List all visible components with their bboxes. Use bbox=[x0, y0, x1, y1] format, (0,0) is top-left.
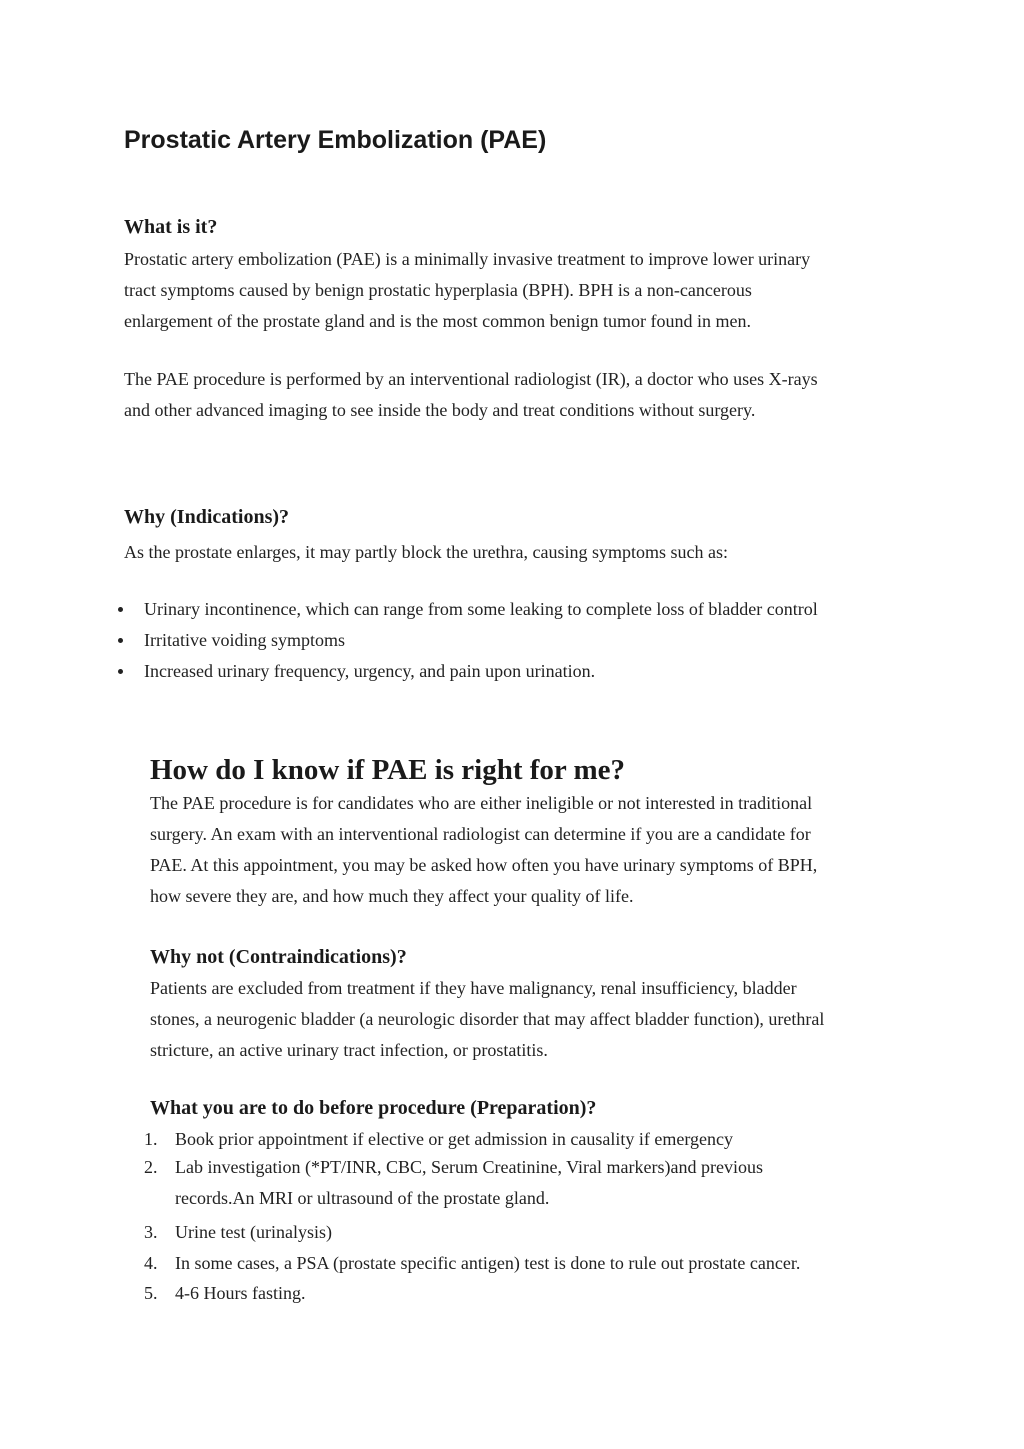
list-item-text: Increased urinary frequency, urgency, and pain upon urination. bbox=[144, 661, 596, 681]
text-line: enlargement of the prostate gland and is the most common benign tumor found in men. bbox=[124, 311, 752, 331]
page-title: Prostatic Artery Embolization (PAE) bbox=[124, 126, 547, 154]
text-line: PAE. At this appointment, you may be asked how often you have urinary symptoms of BPH, bbox=[150, 855, 818, 875]
preparation-item bbox=[144, 1248, 904, 1279]
bullet-icon bbox=[118, 638, 123, 643]
indications-heading: Why (Indications)? bbox=[124, 506, 290, 528]
list-item bbox=[118, 656, 938, 687]
text-line: and other advanced imaging to see inside the body and treat conditions without surgery. bbox=[124, 400, 756, 420]
what-is-it-heading: What is it? bbox=[124, 216, 218, 238]
preparation-item bbox=[144, 1278, 904, 1309]
text-line: Patients are excluded from treatment if they have malignancy, renal insufficiency, bladder bbox=[150, 978, 797, 998]
list-item bbox=[118, 594, 938, 625]
item-text: Book prior appointment if elective or get admission in causality if emergency bbox=[175, 1129, 734, 1149]
how-heading: How do I know if PAE is right for me? bbox=[150, 754, 626, 786]
text-line: tract symptoms caused by benign prostatic hyperplasia (BPH). BPH is a non-cancerous bbox=[124, 280, 752, 300]
text-line: surgery. An exam with an interventional radiologist can determine if you are a candidate for bbox=[150, 824, 811, 844]
what-is-it-paragraph-1 bbox=[124, 244, 924, 337]
text-line: how severe they are, and how much they affect your quality of life. bbox=[150, 886, 634, 906]
item-text: Lab investigation (*PT/INR, CBC, Serum Creatinine, Viral markers)and previous bbox=[175, 1157, 763, 1177]
list-item-text: Irritative voiding symptoms bbox=[144, 630, 345, 650]
list-item-text: Urinary incontinence, which can range from some leaking to complete loss of bladder control bbox=[144, 599, 818, 619]
item-text: In some cases, a PSA (prostate specific antigen) test is done to rule out prostate cancer. bbox=[175, 1253, 801, 1273]
bullet-icon bbox=[118, 669, 123, 674]
text-line: The PAE procedure is performed by an interventional radiologist (IR), a doctor who uses X-rays bbox=[124, 369, 818, 389]
text-line: Prostatic artery embolization (PAE) is a minimally invasive treatment to improve lower urinary bbox=[124, 249, 811, 269]
item-number: 4. bbox=[144, 1253, 158, 1273]
item-number: 5. bbox=[144, 1283, 158, 1303]
what-is-it-paragraph-2 bbox=[124, 364, 924, 426]
preparation-item bbox=[144, 1152, 904, 1214]
how-paragraph bbox=[150, 788, 930, 912]
text-line: stricture, an active urinary tract infection, or prostatitis. bbox=[150, 1040, 548, 1060]
indications-list bbox=[118, 594, 938, 687]
item-number: 1. bbox=[144, 1129, 158, 1149]
preparation-heading: What you are to do before procedure (Preparation)? bbox=[150, 1097, 597, 1119]
indications-intro: As the prostate enlarges, it may partly block the urethra, causing symptoms such as: bbox=[124, 542, 729, 562]
item-text: records.An MRI or ultrasound of the prostate gland. bbox=[175, 1188, 550, 1208]
item-number: 3. bbox=[144, 1222, 158, 1242]
item-text: Urine test (urinalysis) bbox=[175, 1222, 332, 1242]
item-text: 4-6 Hours fasting. bbox=[175, 1283, 306, 1303]
bullet-icon bbox=[118, 607, 123, 612]
text-line: stones, a neurogenic bladder (a neurologic disorder that may affect bladder function), urethral bbox=[150, 1009, 825, 1029]
list-item bbox=[118, 625, 938, 656]
item-number: 2. bbox=[144, 1157, 158, 1177]
text-line: The PAE procedure is for candidates who are either ineligible or not interested in traditional bbox=[150, 793, 813, 813]
preparation-item bbox=[144, 1217, 904, 1248]
contraindications-heading: Why not (Contraindications)? bbox=[150, 946, 407, 968]
preparation-item bbox=[144, 1124, 904, 1155]
contraindications-paragraph bbox=[150, 973, 930, 1066]
